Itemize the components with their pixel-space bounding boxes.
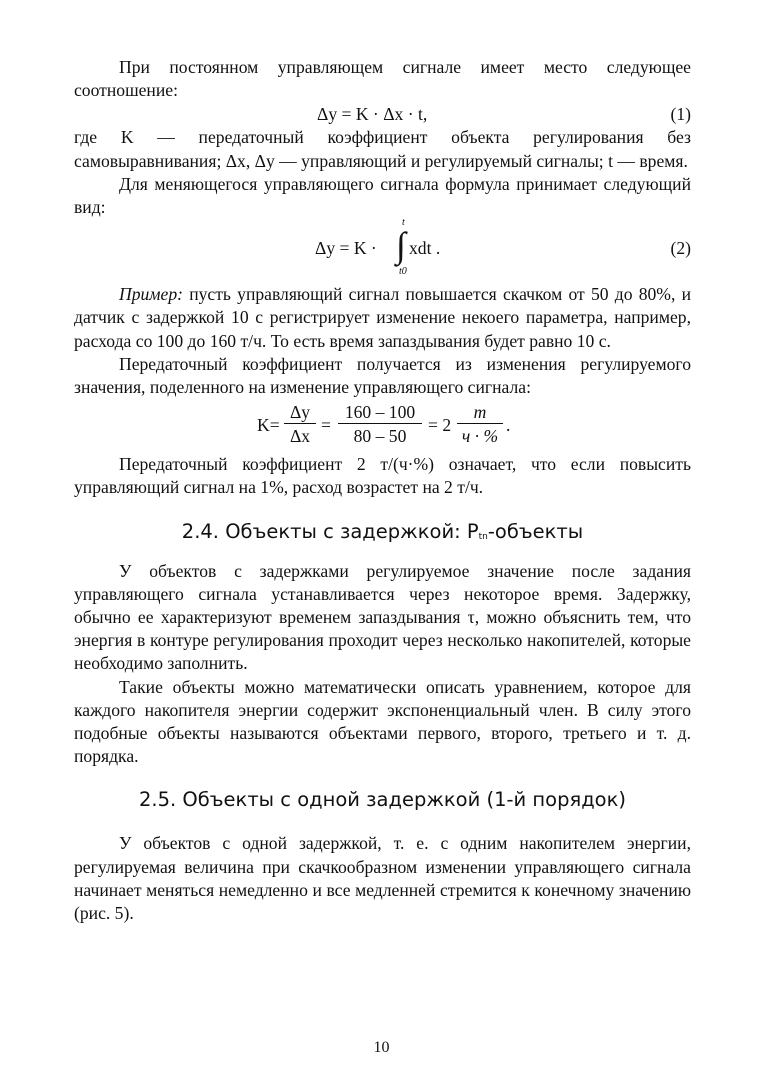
equation-3-end: . bbox=[506, 415, 511, 436]
paragraph: Передаточный коэффициент 2 т/(ч·%) означает, что если повысить управляющий сигнал на 1%, расход возрастет на 2 т/ч. bbox=[74, 454, 691, 498]
page-content bbox=[74, 56, 691, 925]
fraction-numerator: 160 – 100 bbox=[344, 402, 416, 423]
fraction-values bbox=[338, 401, 422, 448]
integral-sign-icon: ∫ bbox=[396, 225, 406, 266]
equation-2-lhs: Δy = K · bbox=[315, 238, 377, 259]
paragraph bbox=[74, 283, 691, 353]
equation-2-number: (2) bbox=[670, 238, 691, 259]
equation-2-integrand: xdt . bbox=[409, 238, 441, 259]
equation-1 bbox=[74, 102, 691, 126]
fraction-numerator: т bbox=[473, 402, 487, 423]
equals-sign: = bbox=[321, 415, 331, 436]
page-number: 10 bbox=[373, 1039, 390, 1056]
heading-text: 2.4. Объекты с задержкой: P bbox=[181, 519, 479, 543]
equation-2 bbox=[74, 219, 691, 281]
fraction-numerator: Δy bbox=[289, 402, 311, 423]
paragraph: При постоянном управляющем сигнале имеет место следующее соотношение: bbox=[74, 57, 691, 101]
heading-text-end: -объекты bbox=[487, 519, 584, 543]
example-label: Пример: bbox=[119, 284, 183, 305]
fraction-denominator: 80 – 50 bbox=[353, 426, 407, 447]
equation-1-body: Δy = K · Δx · t, bbox=[317, 104, 428, 125]
paragraph: Передаточный коэффициент получается из изменения регулируемого значения, поделенного на изменение управляющего сигнала: bbox=[74, 353, 691, 398]
equation-3 bbox=[74, 399, 691, 453]
equals-two: = 2 bbox=[428, 415, 452, 436]
equation-1-number: (1) bbox=[670, 104, 691, 125]
equation-3-k: K= bbox=[257, 415, 280, 436]
integral-lower-limit: t0 bbox=[399, 266, 407, 278]
integral-upper-limit: t bbox=[402, 217, 405, 229]
heading-subscript: tn bbox=[478, 531, 488, 542]
fraction-denominator: ч · % bbox=[461, 426, 499, 447]
paragraph: У объектов с одной задержкой, т. е. с одним накопителем энергии, регулируемая величина при скачкообразном изменении управляющего сигнала начинает меняться немедленно и все медленней стремится к конечному значению (рис. 5). bbox=[74, 833, 691, 924]
fraction-denominator: Δx bbox=[289, 426, 311, 447]
section-heading-2-4 bbox=[74, 520, 691, 543]
example-text: пусть управляющий сигнал повышается скачком от 50 до 80%, и датчик с задержкой 10 с регистрирует изменение некоего параметра, например, расхода со 100 до 160 т/ч. То есть время запаздывания будет равно 10 с. bbox=[74, 284, 691, 351]
paragraph: Такие объекты можно математически описать уравнением, которое для каждого накопителя энергии содержит экспоненциальный член. В силу этого подобные объекты называются объектами первого, второго, третьего и т. д. порядка. bbox=[74, 676, 691, 767]
fraction-units bbox=[457, 401, 503, 448]
paragraph: где K — передаточный коэффициент объекта регулирования без самовыравнивания; Δx, Δy — управляющий и регулируемый сигналы; t — время. bbox=[74, 127, 691, 171]
paragraph: У объектов с задержками регулируемое значение после задания управляющего сигнала устанавливается через некоторое время. Задержку, обычно ее характеризуют временем запаздывания τ, можно объяснить тем, что энергия в контуре регулирования проходит через несколько накопителей, которые необходимо заполнить. bbox=[74, 560, 691, 674]
fraction-delta bbox=[284, 401, 316, 448]
section-heading-2-5: 2.5. Объекты с одной задержкой (1-й порядок) bbox=[138, 788, 626, 812]
paragraph: Для меняющегося управляющего сигнала формула принимает следующий вид: bbox=[74, 173, 691, 218]
